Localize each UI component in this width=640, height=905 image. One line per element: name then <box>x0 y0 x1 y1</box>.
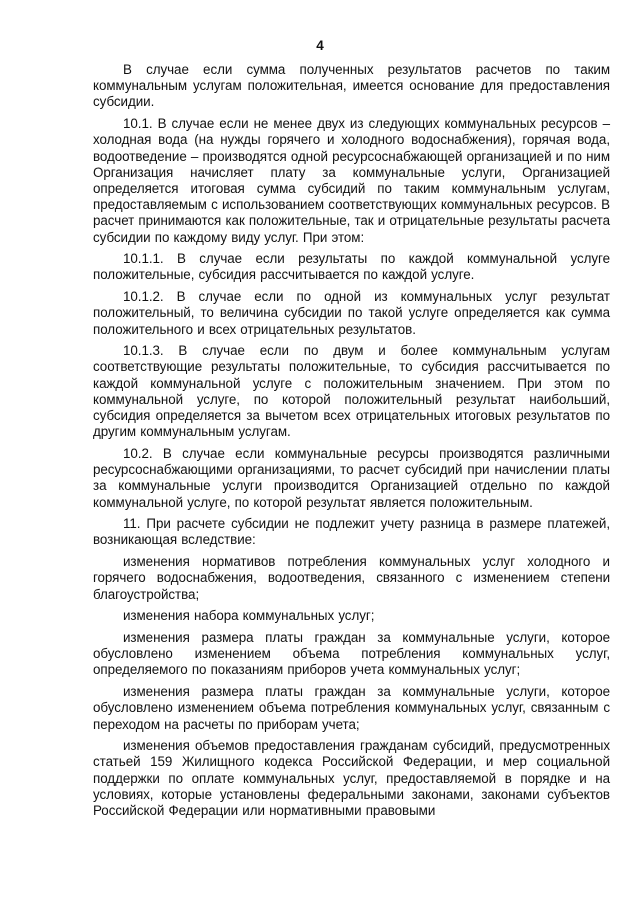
page-number: 4 <box>316 38 324 53</box>
list-item-norms-change: изменения нормативов потребления коммунальных услуг холодного и горячего водоснабжения, водоотведения, связанного с изменением степени благоустройства; <box>93 554 610 602</box>
paragraph-10-1-1: 10.1.1. В случае если результаты по каждой коммунальной услуге положительные, субсидия рассчитывается по каждой услуге. <box>93 251 610 283</box>
list-item-subsidy-volume-change: изменения объемов предоставления гражданам субсидий, предусмотренных статьей 159 Жилищного кодекса Российской Федерации, и мер социальной поддержки по оплате коммунальных услуг, предоставляемой в порядке и на условиях, которые установлены федеральными законами, законами субъектов Российской Федерации или нормативными правовыми <box>93 738 610 819</box>
paragraph-10-1: 10.1. В случае если не менее двух из следующих коммунальных ресурсов – холодная вода (на нужды горячего и холодного водоснабжения), горячая вода, водоотведение – производятся одной ресурсоснабжающей организацией и по ним Организация начисляет плату за коммунальные услуги, Организацией определяется итоговая сумма субсидий по таким коммунальным услугам, предоставляемым с использованием соответствующих коммунальных ресурсов. В расчет принимаются как положительные, так и отрицательные результаты расчета субсидии по каждому виду услуг. При этом: <box>93 116 610 245</box>
paragraph-10-1-2: 10.1.2. В случае если по одной из коммунальных услуг результат положительный, то величина субсидии по такой услуге определяется как сумма положительного и всех отрицательных результатов. <box>93 289 610 337</box>
document-body <box>93 62 610 819</box>
list-item-services-set-change: изменения набора коммунальных услуг; <box>123 608 375 624</box>
list-item-payment-change-meter-readings: изменения размера платы граждан за коммунальные услуги, которое обусловлено изменением объема потребления коммунальных услуг, определяемого по показаниям приборов учета коммунальных услуг; <box>93 630 610 678</box>
paragraph-10-1-3: 10.1.3. В случае если по двум и более коммунальным услугам соответствующие результаты положительные, то субсидия рассчитывается по каждой коммунальной услуге с положительным значением. При этом по коммунальной услуге, по которой положительный результат наибольший, субсидия определяется за вычетом всех отрицательных итоговых результатов по другим коммунальным услугам. <box>93 343 610 440</box>
paragraph-10-2: 10.2. В случае если коммунальные ресурсы производятся различными ресурсоснабжающими организациями, то расчет субсидий при начислении платы за коммунальные услуги производится Организацией отдельно по каждой коммунальной услуге, по которой результат является положительным. <box>93 445 610 510</box>
list-item-payment-change-meter-transition: изменения размера платы граждан за коммунальные услуги, которое обусловлено изменением объема потребления коммунальных услуг, связанным с переходом на расчеты по приборам учета; <box>93 684 610 732</box>
paragraph-11: 11. При расчете субсидии не подлежит учету разница в размере платежей, возникающая вследствие: <box>93 516 610 548</box>
paragraph-subsidy-basis: В случае если сумма полученных результатов расчетов по таким коммунальным услугам положительная, имеется основание для предоставления субсидии. <box>93 62 610 110</box>
